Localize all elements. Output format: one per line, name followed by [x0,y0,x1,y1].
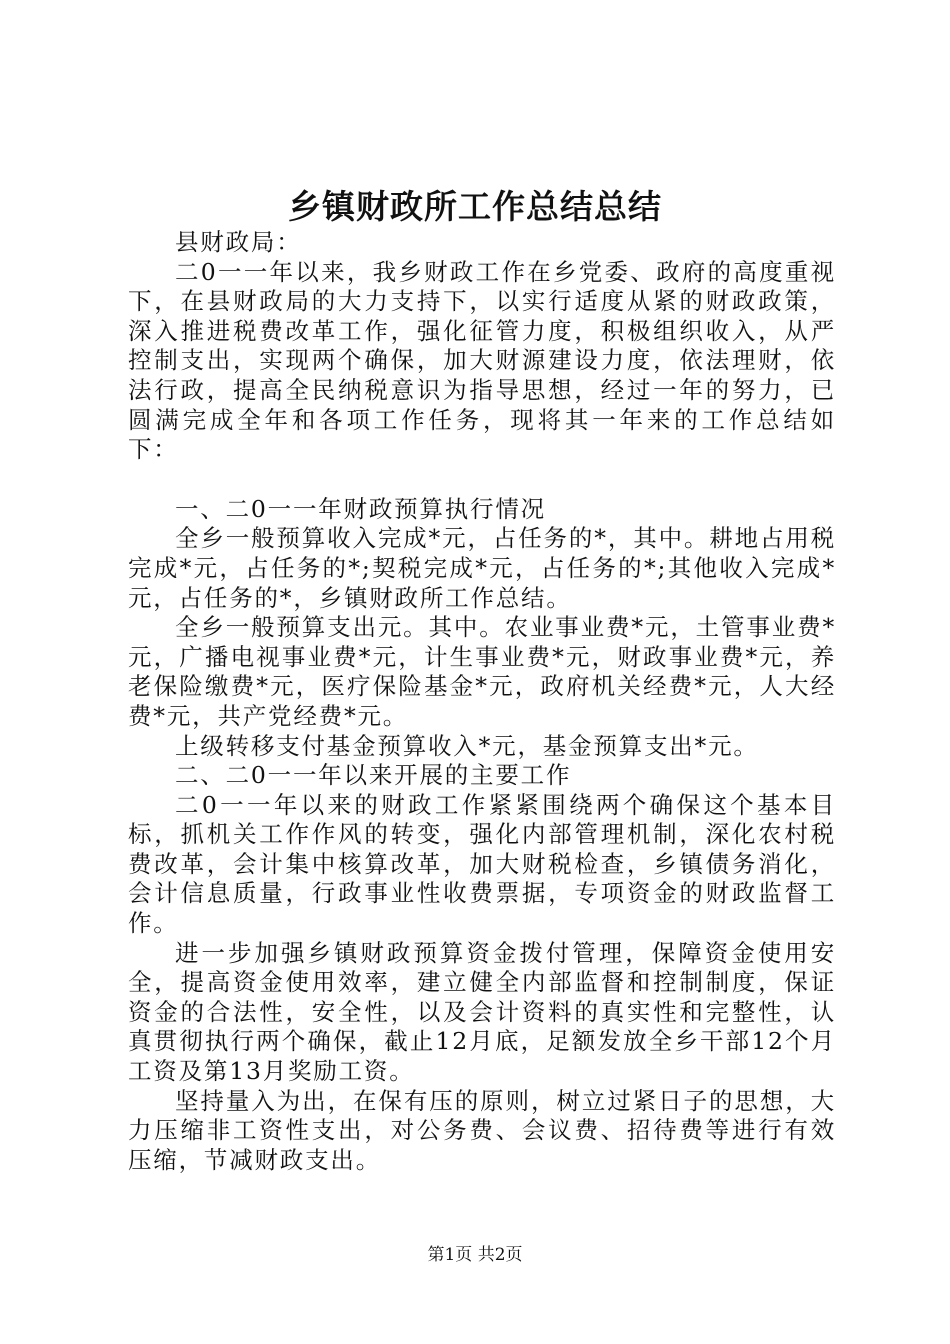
paragraph-expenditure: 全乡一般预算支出元。其中。农业事业费*元，土管事业费*元，广播电视事业费*元，计生事业费*元，财政事业费*元，养老保险缴费*元，医疗保险基金*元，政府机关经费*元，人大经费*元，共产党经费*元。 [128,613,836,730]
paragraph-spending-control: 坚持量入为出，在保有压的原则，树立过紧日子的思想，大力压缩非工资性支出，对公务费、会议费、招待费等进行有效压缩，节减财政支出。 [128,1086,836,1174]
intro-paragraph: 二0一一年以来，我乡财政工作在乡党委、政府的高度重视下，在县财政局的大力支持下，以实行适度从紧的财政政策，深入推进税费改革工作，强化征管力度，积极组织收入，从严控制支出，实现两个确保，加大财源建设力度，依法理财，依法行政，提高全民纳税意识为指导思想，经过一年的努力，已圆满完成全年和各项工作任务，现将其一年来的工作总结如下： [128,257,836,464]
paragraph-main-work: 二0一一年以来的财政工作紧紧围绕两个确保这个基本目标，抓机关工作作风的转变，强化内部管理机制，深化农村税费改革，会计集中核算改革，加大财税检查，乡镇债务消化，会计信息质量，行政事业性收费票据，专项资金的财政监督工作。 [128,790,836,938]
document-body [128,228,836,1175]
document-title: 乡镇财政所工作总结总结 [288,187,662,226]
salutation: 县财政局： [175,228,302,256]
page-number: 第1页 共2页 [427,1245,523,1265]
paragraph-transfer: 上级转移支付基金预算收入*元，基金预算支出*元。 [175,731,759,760]
section-heading-2: 二、二0一一年以来开展的主要工作 [175,761,572,790]
section-heading-1: 一、二0一一年财政预算执行情况 [175,494,546,523]
paragraph-revenue: 全乡一般预算收入完成*元，占任务的*，其中。耕地占用税完成*元，占任务的*;契税完成*元，占任务的*;其他收入完成*元，占任务的*，乡镇财政所工作总结。 [128,524,836,612]
paragraph-fund-management: 进一步加强乡镇财政预算资金拨付管理，保障资金使用安全，提高资金使用效率，建立健全内部监督和控制制度，保证资金的合法性，安全性，以及会计资料的真实性和完整性，认真贯彻执行两个确保，截止12月底，足额发放全乡干部12个月工资及第13月奖励工资。 [128,938,836,1086]
